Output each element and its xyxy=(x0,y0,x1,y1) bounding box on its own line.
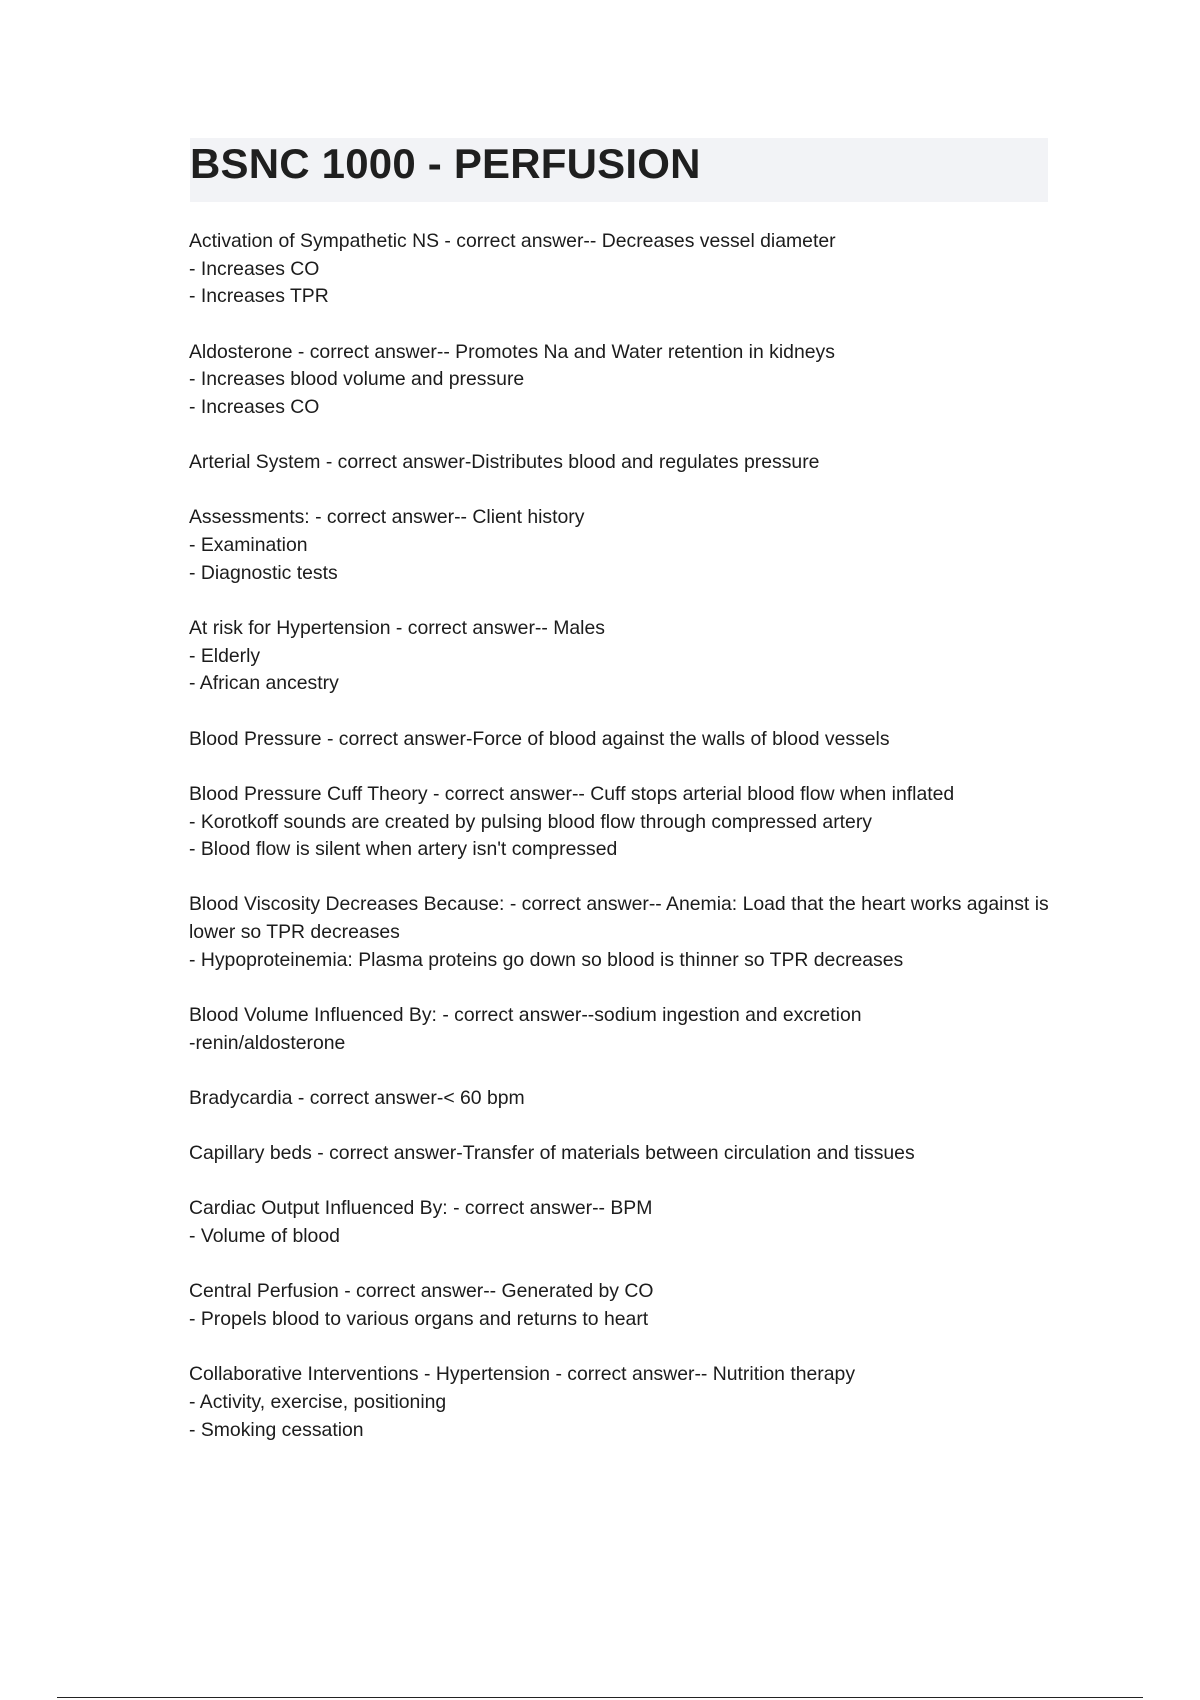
document-title: BSNC 1000 - PERFUSION xyxy=(190,140,701,187)
flashcard-entry xyxy=(189,228,1049,311)
entry-line: Collaborative Interventions - Hypertension - correct answer-- Nutrition therapy xyxy=(189,1363,856,1386)
entry-line: Cardiac Output Influenced By: - correct answer-- BPM xyxy=(189,1197,653,1220)
entry-line: Activation of Sympathetic NS - correct answer-- Decreases vessel diameter xyxy=(189,230,836,252)
flashcard-entry xyxy=(189,449,1049,477)
entry-line: - Elderly xyxy=(189,644,261,667)
entry-line: At risk for Hypertension - correct answer-- Males xyxy=(189,617,605,640)
entry-line: - Propels blood to various organs and returns to heart xyxy=(189,1307,649,1330)
entry-line: - African ancestry xyxy=(189,672,339,695)
entry-line: - Blood flow is silent when artery isn't compressed xyxy=(189,838,618,861)
entry-line: Central Perfusion - correct answer-- Generated by CO xyxy=(189,1280,654,1303)
flashcard-entry xyxy=(189,726,1049,754)
entry-line: - Smoking cessation xyxy=(189,1418,364,1441)
entry-line: Assessments: - correct answer-- Client history xyxy=(189,506,585,529)
entry-line: - Activity, exercise, positioning xyxy=(189,1390,447,1413)
flashcard-entry xyxy=(189,504,1049,587)
flashcard-entry xyxy=(189,781,1049,864)
entry-line: Arterial System - correct answer-Distributes blood and regulates pressure xyxy=(189,451,820,474)
flashcard-entry xyxy=(189,1361,1049,1444)
entry-line: - Diagnostic tests xyxy=(189,561,338,584)
entry-line: Capillary beds - correct answer-Transfer of materials between circulation and tissues xyxy=(189,1142,915,1165)
entry-line: Blood Pressure - correct answer-Force of blood against the walls of blood vessels xyxy=(189,727,890,750)
flashcard-entry xyxy=(189,1085,1049,1113)
entry-line: Blood Pressure Cuff Theory - correct answer-- Cuff stops arterial blood flow when inflated xyxy=(189,782,955,805)
flashcard-entry xyxy=(189,339,1049,422)
entry-line: - Hypoproteinemia: Plasma proteins go down so blood is thinner so TPR decreases xyxy=(189,948,904,971)
flashcard-entry xyxy=(189,1278,1049,1333)
footer-divider xyxy=(57,1697,1143,1698)
entry-line: Aldosterone - correct answer-- Promotes Na and Water retention in kidneys xyxy=(189,340,835,363)
entry-line: - Volume of blood xyxy=(189,1225,340,1248)
entry-line: - Increases CO xyxy=(189,257,320,280)
entry-line: - Increases TPR xyxy=(189,285,329,308)
entry-line: - Increases CO xyxy=(189,396,320,419)
flashcard-entry xyxy=(189,1002,1049,1057)
entry-line: Blood Volume Influenced By: - correct answer--sodium ingestion and excretion xyxy=(189,1004,862,1027)
entry-line: Blood Viscosity Decreases Because: - correct answer-- Anemia: Load that the heart works against is lower so TPR decreases xyxy=(189,893,1049,944)
flashcard-entry xyxy=(189,1140,1049,1168)
flashcard-entry xyxy=(189,891,1049,974)
entry-line: - Increases blood volume and pressure xyxy=(189,368,525,391)
entry-line: Bradycardia - correct answer-< 60 bpm xyxy=(189,1086,525,1109)
entry-line: -renin/aldosterone xyxy=(189,1031,346,1054)
entry-line: - Examination xyxy=(189,534,308,557)
flashcard-list xyxy=(189,228,1049,1472)
flashcard-entry xyxy=(189,615,1049,698)
flashcard-entry xyxy=(189,1195,1049,1250)
entry-line: - Korotkoff sounds are created by pulsing blood flow through compressed artery xyxy=(189,810,872,833)
